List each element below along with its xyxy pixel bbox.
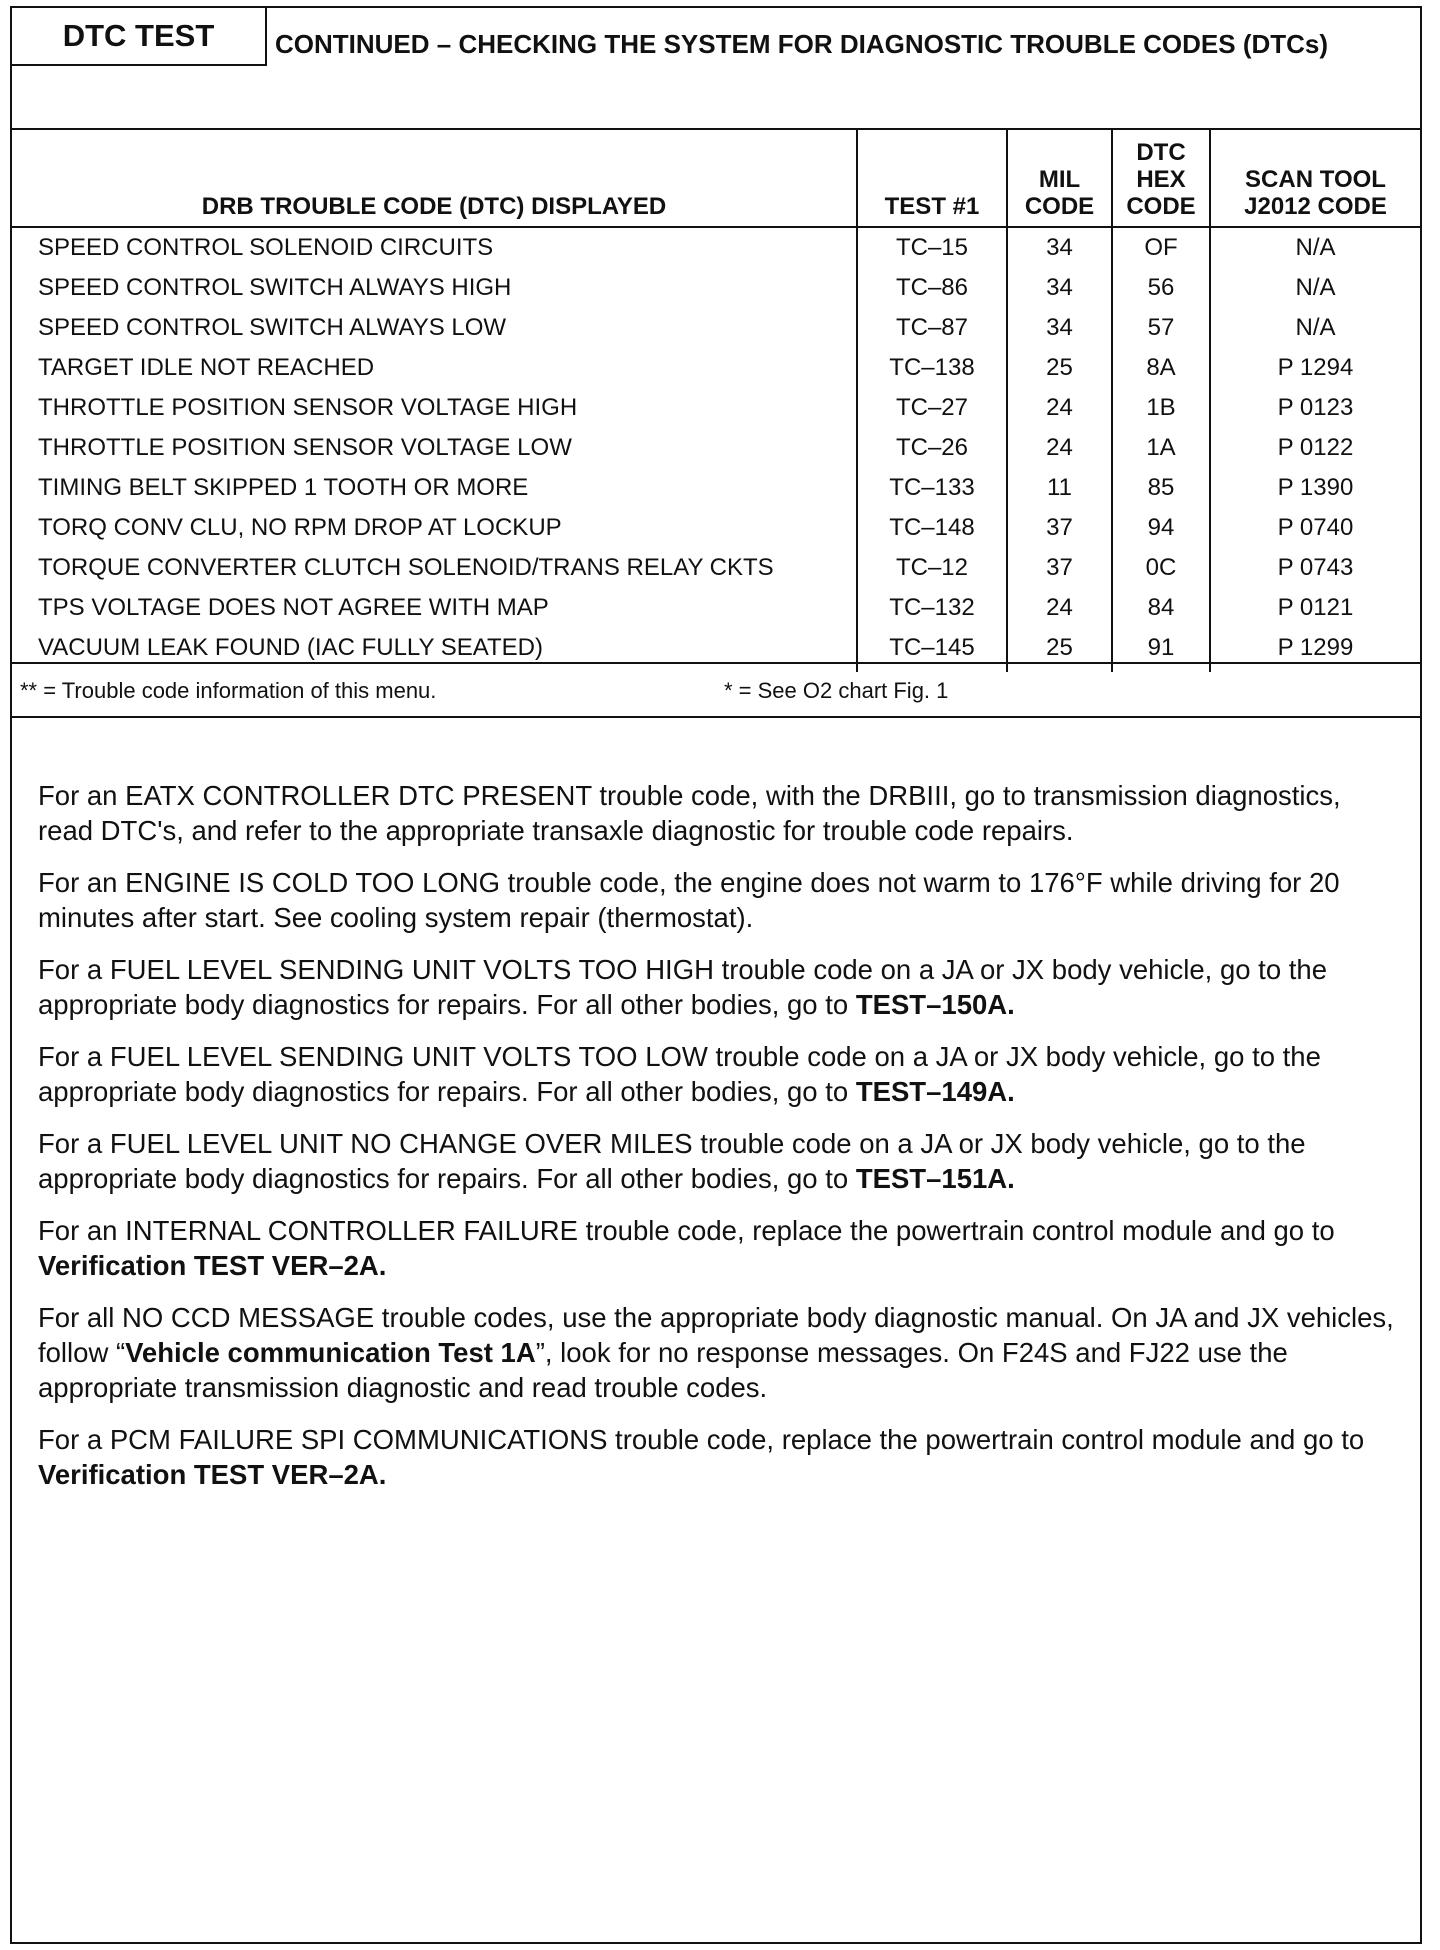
- table-row: [12, 548, 1420, 588]
- test-number: TC–15: [857, 227, 1007, 268]
- test-reference: TEST–149A.: [855, 1076, 1015, 1107]
- mil-code: 11: [1007, 468, 1112, 508]
- table-row: [12, 468, 1420, 508]
- hex-code: 84: [1112, 588, 1210, 628]
- scan-tool-code: P 0122: [1210, 428, 1420, 468]
- test-number: TC–145: [857, 628, 1007, 672]
- mil-code: 24: [1007, 588, 1112, 628]
- hex-code: 85: [1112, 468, 1210, 508]
- test-reference: Verification TEST VER–2A.: [38, 1459, 387, 1490]
- scan-tool-code: P 0743: [1210, 548, 1420, 588]
- dtc-description: TORQUE CONVERTER CLUTCH SOLENOID/TRANS RELAY CKTS: [38, 554, 774, 581]
- hex-code: 8A: [1112, 348, 1210, 388]
- dtc-description: TIMING BELT SKIPPED 1 TOOTH OR MORE: [38, 474, 529, 501]
- hex-code: 56: [1112, 268, 1210, 308]
- dtc-description: THROTTLE POSITION SENSOR VOLTAGE HIGH: [38, 394, 578, 421]
- note-internal-controller: For an INTERNAL CONTROLLER FAILURE trouble code, replace the powertrain control module and go to Verification TEST VER–2A.: [38, 1215, 1335, 1281]
- note-fuel-no-change: For a FUEL LEVEL UNIT NO CHANGE OVER MILES trouble code on a JA or JX body vehicle, go to the appropriate body diagnostics for repairs. For all other bodies, go to TEST–151A.: [38, 1128, 1306, 1194]
- column-header-scan-tool: SCAN TOOL J2012 CODE: [1210, 130, 1420, 227]
- section-tag: DTC TEST: [12, 8, 267, 66]
- test-number: TC–27: [857, 388, 1007, 428]
- column-header-dtc: DRB TROUBLE CODE (DTC) DISPLAYED: [12, 130, 857, 227]
- table-row: [12, 508, 1420, 548]
- table-row: [12, 348, 1420, 388]
- test-number: TC–86: [857, 268, 1007, 308]
- test-number: TC–133: [857, 468, 1007, 508]
- note-eatx: For an EATX CONTROLLER DTC PRESENT trouble code, with the DRBIII, go to transmission diagnostics, read DTC's, and refer to the appropriate transaxle diagnostic for trouble code repairs.: [38, 780, 1341, 846]
- mil-code: 34: [1007, 308, 1112, 348]
- table-row: [12, 227, 1420, 268]
- test-number: TC–148: [857, 508, 1007, 548]
- scan-tool-code: P 0740: [1210, 508, 1420, 548]
- scan-tool-code: P 0121: [1210, 588, 1420, 628]
- table-row: [12, 588, 1420, 628]
- dtc-description: TORQ CONV CLU, NO RPM DROP AT LOCKUP: [38, 514, 562, 541]
- dtc-description: TPS VOLTAGE DOES NOT AGREE WITH MAP: [38, 594, 549, 621]
- note-pcm-spi: For a PCM FAILURE SPI COMMUNICATIONS trouble code, replace the powertrain control module and go to Verification TEST VER–2A.: [38, 1424, 1365, 1490]
- test-reference: TEST–150A.: [855, 989, 1015, 1020]
- column-header-mil: MIL CODE: [1007, 130, 1112, 227]
- note-no-ccd: For all NO CCD MESSAGE trouble codes, use the appropriate body diagnostic manual. On JA and JX vehicles, follow “Vehicle communication Test 1A”, look for no response messages. On F24S and FJ22 use the appropriate transmission diagnostic and read trouble codes.: [38, 1302, 1394, 1403]
- hex-code: 57: [1112, 308, 1210, 348]
- table-row: [12, 428, 1420, 468]
- scan-tool-code: P 1294: [1210, 348, 1420, 388]
- test-reference: Verification TEST VER–2A.: [38, 1250, 387, 1281]
- table-row: [12, 268, 1420, 308]
- mil-code: 24: [1007, 388, 1112, 428]
- page-title: CONTINUED – CHECKING THE SYSTEM FOR DIAGNOSTIC TROUBLE CODES (DTCs): [275, 28, 1329, 59]
- hex-code: 94: [1112, 508, 1210, 548]
- notes-section: [38, 778, 1400, 1509]
- table-row: [12, 308, 1420, 348]
- mil-code: 25: [1007, 348, 1112, 388]
- scan-tool-code: N/A: [1210, 308, 1420, 348]
- dtc-table: [12, 130, 1420, 672]
- hex-code: 91: [1112, 628, 1210, 672]
- test-reference: TEST–151A.: [855, 1163, 1015, 1194]
- test-number: TC–12: [857, 548, 1007, 588]
- hex-code: 1A: [1112, 428, 1210, 468]
- hex-code: 0C: [1112, 548, 1210, 588]
- table-row: [12, 388, 1420, 428]
- test-number: TC–132: [857, 588, 1007, 628]
- scan-tool-code: N/A: [1210, 227, 1420, 268]
- dtc-description: VACUUM LEAK FOUND (IAC FULLY SEATED): [38, 634, 543, 661]
- test-number: TC–138: [857, 348, 1007, 388]
- column-header-test: TEST #1: [857, 130, 1007, 227]
- hex-code: OF: [1112, 227, 1210, 268]
- test-reference: Vehicle communication Test 1A: [125, 1337, 536, 1368]
- test-number: TC–26: [857, 428, 1007, 468]
- test-number: TC–87: [857, 308, 1007, 348]
- mil-code: 34: [1007, 227, 1112, 268]
- note-fuel-low: For a FUEL LEVEL SENDING UNIT VOLTS TOO LOW trouble code on a JA or JX body vehicle, go to the appropriate body diagnostics for repairs. For all other bodies, go to TEST–149A.: [38, 1041, 1321, 1107]
- table-legend: [12, 662, 1420, 718]
- note-engine-cold: For an ENGINE IS COLD TOO LONG trouble code, the engine does not warm to 176°F while driving for 20 minutes after start. See cooling system repair (thermostat).: [38, 867, 1340, 933]
- legend-menu-note: ** = Trouble code information of this menu.: [20, 678, 437, 703]
- mil-code: 25: [1007, 628, 1112, 672]
- legend-o2-note: * = See O2 chart Fig. 1: [724, 678, 949, 703]
- dtc-description: TARGET IDLE NOT REACHED: [38, 354, 375, 381]
- dtc-description: THROTTLE POSITION SENSOR VOLTAGE LOW: [38, 434, 572, 461]
- mil-code: 37: [1007, 508, 1112, 548]
- mil-code: 24: [1007, 428, 1112, 468]
- dtc-description: SPEED CONTROL SWITCH ALWAYS HIGH: [38, 274, 512, 301]
- scan-tool-code: N/A: [1210, 268, 1420, 308]
- dtc-description: SPEED CONTROL SOLENOID CIRCUITS: [38, 234, 494, 261]
- note-fuel-high: For a FUEL LEVEL SENDING UNIT VOLTS TOO HIGH trouble code on a JA or JX body vehicle, go to the appropriate body diagnostics for repairs. For all other bodies, go to TEST–150A.: [38, 954, 1327, 1020]
- scan-tool-code: P 1390: [1210, 468, 1420, 508]
- column-header-hex: DTC HEX CODE: [1112, 130, 1210, 227]
- page-header: [10, 6, 1422, 130]
- scan-tool-code: P 1299: [1210, 628, 1420, 672]
- scan-tool-code: P 0123: [1210, 388, 1420, 428]
- mil-code: 37: [1007, 548, 1112, 588]
- hex-code: 1B: [1112, 388, 1210, 428]
- table-header-row: [12, 130, 1420, 227]
- mil-code: 34: [1007, 268, 1112, 308]
- dtc-description: SPEED CONTROL SWITCH ALWAYS LOW: [38, 314, 507, 341]
